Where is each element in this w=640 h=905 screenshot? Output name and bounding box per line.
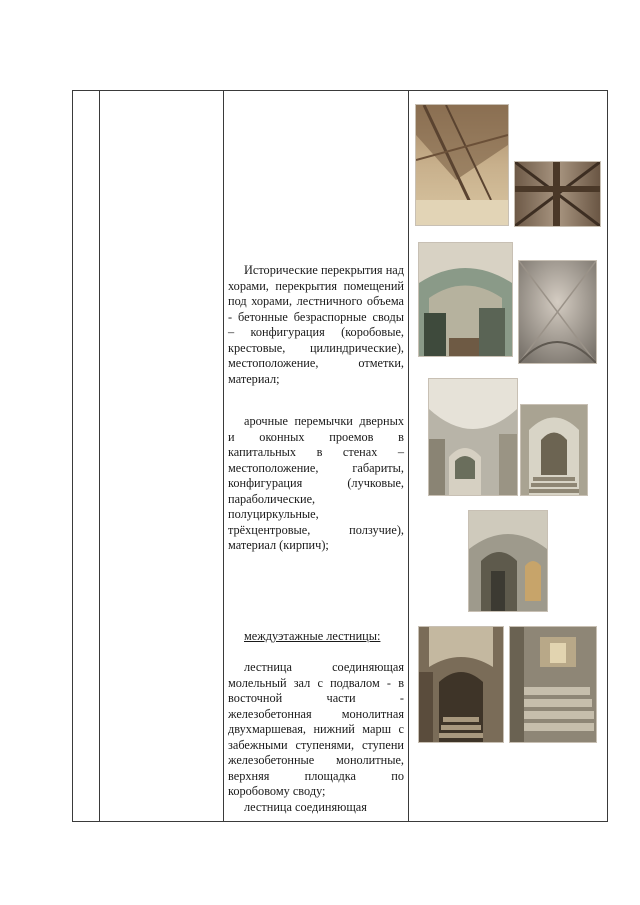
arched-stair-photo: [520, 404, 588, 496]
vaulted-room-photo: [418, 242, 513, 357]
arched-window-photo: [428, 378, 518, 496]
table-left-border: [72, 90, 73, 821]
text-block-ceilings: [228, 263, 404, 387]
text-block-stairs-heading: [228, 629, 404, 645]
table-col-divider-3: [408, 90, 409, 821]
paragraph-stair-2: лестница соединяющая: [244, 799, 367, 814]
heading-stairs: междуэтажные лестницы:: [244, 629, 381, 643]
paragraph-arches: арочные перемычки дверных и оконных проемов в капитальных в стенах – местоположение, габариты, конфигурация (лучковые, параболические, полуциркульные, трёхцентровые, ползучие), материал (кирпич);: [228, 414, 404, 552]
table-bottom-border: [72, 821, 608, 822]
cross-vault-photo: [518, 260, 597, 364]
text-block-arches: [228, 414, 404, 554]
text-block-stairs: [228, 660, 404, 815]
paragraph-stair-1: лестница соединяющая молельный зал с подвалом - в восточной части - железобетонная монолитная двухмаршевая, нижний марш с забежными ступенями, ступени железобетонные монолитные, верхняя площадка по коробовому своду;: [228, 660, 404, 798]
basement-stair-photo: [418, 626, 504, 743]
attic-beams-photo: [514, 161, 601, 227]
table-right-border: [607, 90, 608, 821]
corridor-arch-photo: [468, 510, 548, 612]
stone-stair-photo: [509, 626, 597, 743]
table-col-divider-1: [99, 90, 100, 821]
paragraph-ceilings: Исторические перекрытия над хорами, перекрытия помещений под хорами, лестничного объема - бетонные безраспорные своды – конфигурация (коробовые, крестовые, цилиндрические), местоположение, отметки, материал;: [228, 263, 404, 386]
table-top-border: [72, 90, 608, 91]
table-col-divider-2: [223, 90, 224, 821]
attic-rafters-photo: [415, 104, 509, 226]
